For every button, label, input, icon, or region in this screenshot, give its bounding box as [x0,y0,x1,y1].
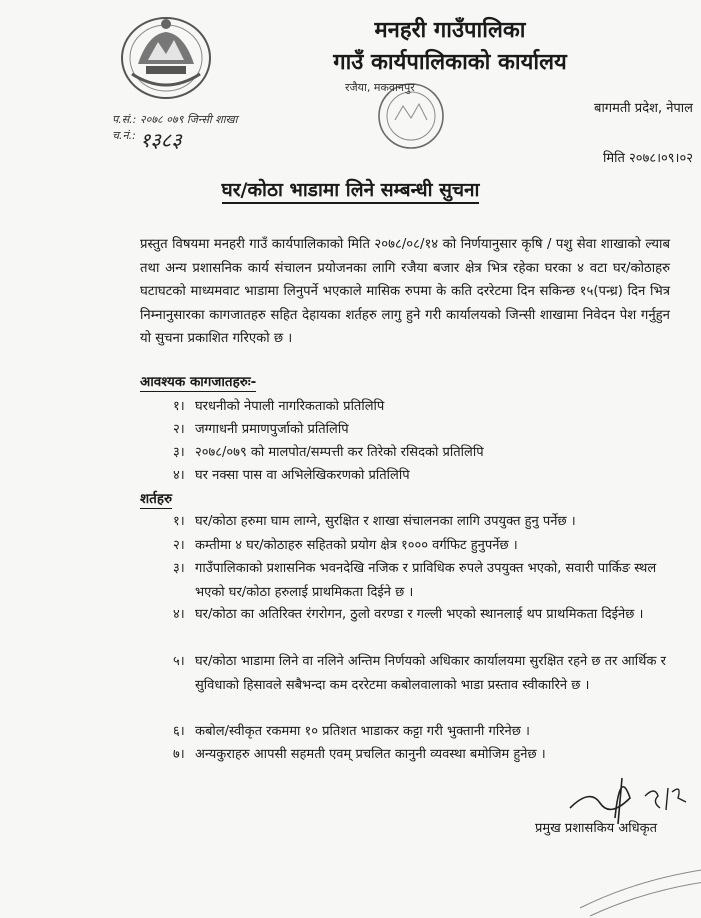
condition-item [173,650,673,697]
condition-item-number: ६। [173,724,185,739]
documents-heading: आवश्यक कागजातहरुः- [140,374,257,390]
document-item-text: २०७८/०७९ को मालपोत/सम्पत्ती कर तिरेको रसिदको प्रतिलिपि [195,445,484,460]
document-item [173,441,673,465]
condition-item-text: अन्यकुराहरु आपसी सहमती एवम् प्रचलित कानुनी व्यवस्था बमोजिम हुनेछ । [195,747,546,762]
province-text: बागमती प्रदेश, नेपाल [594,101,693,116]
condition-item-number: १। [173,514,185,529]
notice-date: मिति २०७८।०९।०२ [603,151,693,166]
dispatch-number-label: च.नं.: [112,129,136,142]
municipality-title: मनहरी गाउँपालिका [374,18,526,43]
officer-stamp [570,848,701,918]
notice-subject [0,176,701,202]
condition-item [173,720,673,744]
condition-item-number: ५। [173,654,185,669]
condition-item-text: घर/कोठा भाडामा लिने वा नलिने अन्तिम निर्णयको अधिकार कार्यालयमा सुरक्षित रहने छ तर आर्थिक र सुविधाको हिसावले सबैभन्दा कम दररेटमा कबोलवालाको भाडा प्रस्ताव स्वीकारिने छ । [195,654,666,693]
office-title: गाउँ कार्यपालिकाको कार्यालय [333,50,567,75]
condition-item-text: कबोल/स्वीकृत रकममा १० प्रतिशत भाडाकर कट्टा गरी भुक्तानी गरिनेछ । [195,724,530,739]
condition-item-number: २। [173,538,185,553]
condition-item [173,534,673,558]
condition-item-number: ७। [173,747,185,762]
conditions-heading: शर्तहरु [140,491,173,507]
document-item-text: घरधनीको नेपाली नागरिकताको प्रतिलिपि [195,399,385,414]
document-item-number: ४। [173,468,185,483]
nepal-emblem-logo [118,14,214,100]
document-item-number: ३। [173,445,185,460]
document-item-number: १। [173,399,185,414]
condition-item-text: गाउँपालिकाको प्रशासनिक भवनदेखि नजिक र प्राविधिक रुपले उपयुक्त भएको, सवारी पार्किङ स्थल भएको घर/कोठा हरुलाई प्राथमिकता दिईने छ । [195,561,657,600]
condition-item [173,510,673,534]
condition-item-text: कम्तीमा ४ घर/कोठाहरु सहितको प्रयोग क्षेत्र १००० वर्गफिट हुनुपर्नेछ । [195,538,518,553]
dispatch-number-value: १३८३ [140,128,182,152]
condition-item [173,603,673,627]
condition-item-number: ४। [173,607,185,622]
document-item [173,464,673,488]
condition-item-text: घर/कोठा हरुमा घाम लाग्ने, सुरक्षित र शाखा संचालनका लागि उपयुक्त हुनु पर्नेछ । [195,514,576,529]
notice-subject-text: घर/कोठा भाडामा लिने सम्बन्धी सुचना [222,179,480,204]
document-item-text: घर नक्सा पास वा अभिलेखिकरणको प्रतिलिपि [195,468,410,483]
reference-number: प.सं.: २०७८ ०७९ जिन्सी शाखा [112,113,238,126]
signatory-title: प्रमुख प्रशासकिय अधिकृत [535,821,658,836]
document-item [173,395,673,419]
office-location: रजैया, मकवानपुर [345,81,415,94]
document-item-number: २। [173,422,185,437]
notice-body-paragraph: प्रस्तुत विषयमा मनहरी गाउँ कार्यपालिकाको मिति २०७८/०८/१४ को निर्णयानुसार कृषि / पशु सेवा शाखाको ल्याब तथा अन्य प्रशासनिक कार्य संचालन प्रयोजनका लागि रजैया बजार क्षेत्र भित्र रहेका घरका ४ वटा घर/कोठाहरु घटाघटको माध्यमवाट भाडामा लिनुपर्ने भएकाले मासिक रुपमा के कति दररेटमा दिन सकिन्छ १५(पन्ध्र) दिन भित्र निम्नानुसारका कागजातहरु सहित देहायका शर्तहरु लागु हुने गरी कार्यालयको जिन्सी शाखामा निवेदन पेश गर्नुहुन यो सुचना प्रकाशित गरिएको छ । [140,237,670,346]
document-item [173,418,673,442]
condition-item-number: ३। [173,561,185,576]
condition-item-text: घर/कोठा का अतिरिक्त रंगरोगन, ठुलो वरण्डा र गल्ली भएको स्थानलाई थप प्राथमिकता दिईनेछ । [195,607,644,622]
document-item-text: जग्गाधनी प्रमाणपुर्जाको प्रतिलिपि [195,422,349,437]
condition-item [173,557,673,604]
